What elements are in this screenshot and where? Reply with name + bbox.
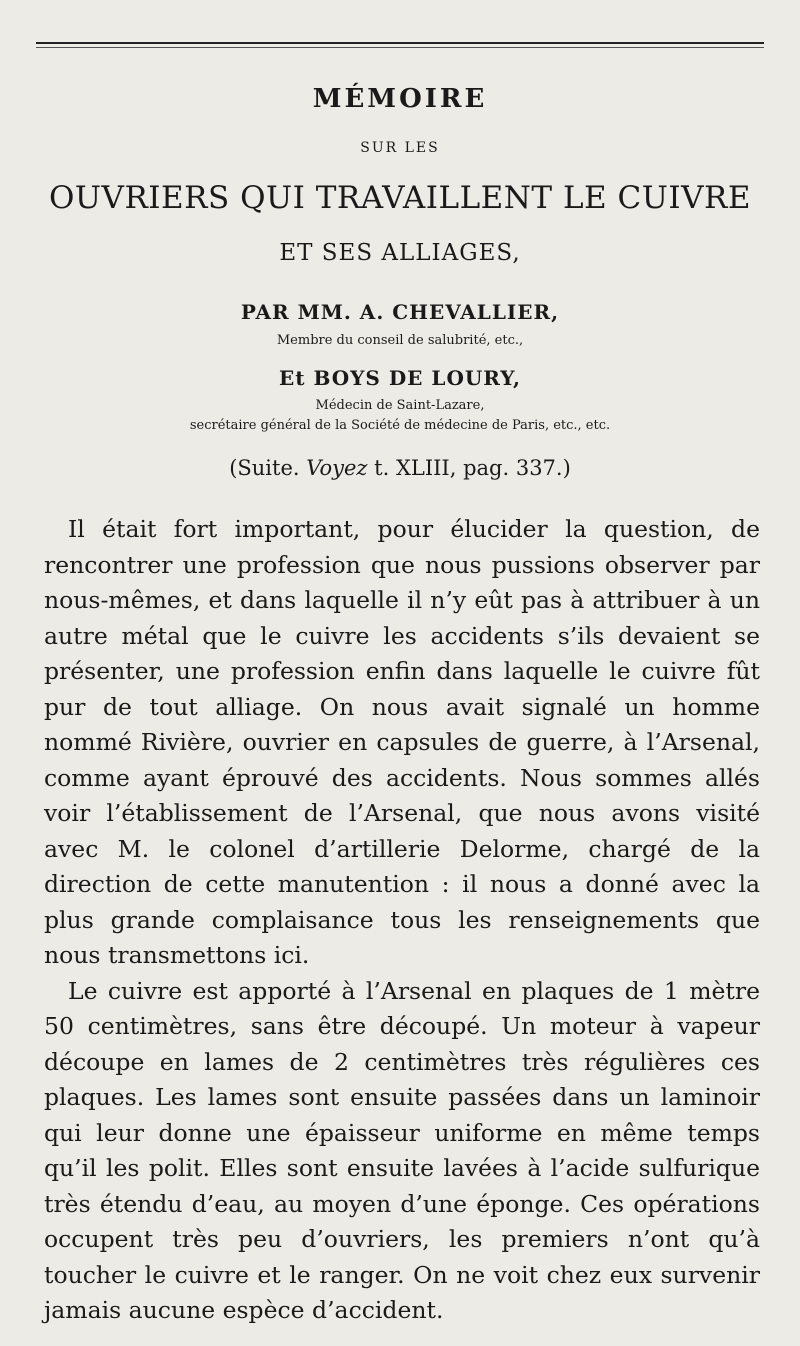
author-line-2: Et BOYS DE LOURY, [279,366,521,390]
memoir-subject: OUVRIERS QUI TRAVAILLENT LE CUIVRE [49,180,751,216]
header-rule-thin [36,47,764,48]
suite-italic: Voyez [306,456,368,480]
suite-reference [0,456,800,480]
author-2-affiliation-2: secrétaire général de la Société de médecine de Paris, etc., etc. [189,418,611,433]
author-2-affiliation-1: Médecin de Saint-Lazare, [315,398,485,413]
body-text [44,512,760,1329]
author-line-1: PAR MM. A. CHEVALLIER, [240,300,560,324]
paragraph: Le cuivre est apporté à l’Arsenal en plaques de 1 mètre 50 centimètres, sans être découpé. Un moteur à vapeur découpe en lames de 2 centimètres très régulières ces plaques. Les lames sont ensuite passées dans un laminoir qui leur donne une épaisseur uniforme en même temps qu’il les polit. Elles sont ensuite lavées à l’acide sulfurique très étendu d’eau, au moyen d’une éponge. Ces opérations occupent très peu d’ouvriers, les premiers n’ont qu’à toucher le cuivre et le ranger. On ne voit chez eux survenir jamais aucune espèce d’accident. [44,976,760,1324]
header-rule [36,42,764,44]
memoir-title: MÉMOIRE [312,84,488,114]
suite-rest: t. XLIII, pag. 337.) [367,456,571,480]
paragraph: Il était fort important, pour élucider la question, de rencontrer une profession que nous pussions observer par nous-mêmes, et dans laquelle il n’y eût pas à attribuer à un autre métal que le cuivre les accidents s’ils devaient se présenter, une profession enfin dans laquelle le cuivre fût pur de tout alliage. On nous avait signalé un homme nommé Rivière, ouvrier en capsules de guerre, à l’Arsenal, comme ayant éprouvé des accidents. Nous sommes allés voir l’établissement de l’Arsenal, que nous avons visité avec M. le colonel d’artillerie Delorme, chargé de la direction de cette manutention : il nous a donné avec la plus grande complaisance tous les renseignements que nous transmettons ici. [44,515,760,969]
memoir-sur: SUR LES [360,140,440,156]
author-1-affiliation: Membre du conseil de salubrité, etc., [276,333,524,348]
suite-prefix: (Suite. [229,456,307,480]
memoir-subject-2: ET SES ALLIAGES, [279,240,521,266]
